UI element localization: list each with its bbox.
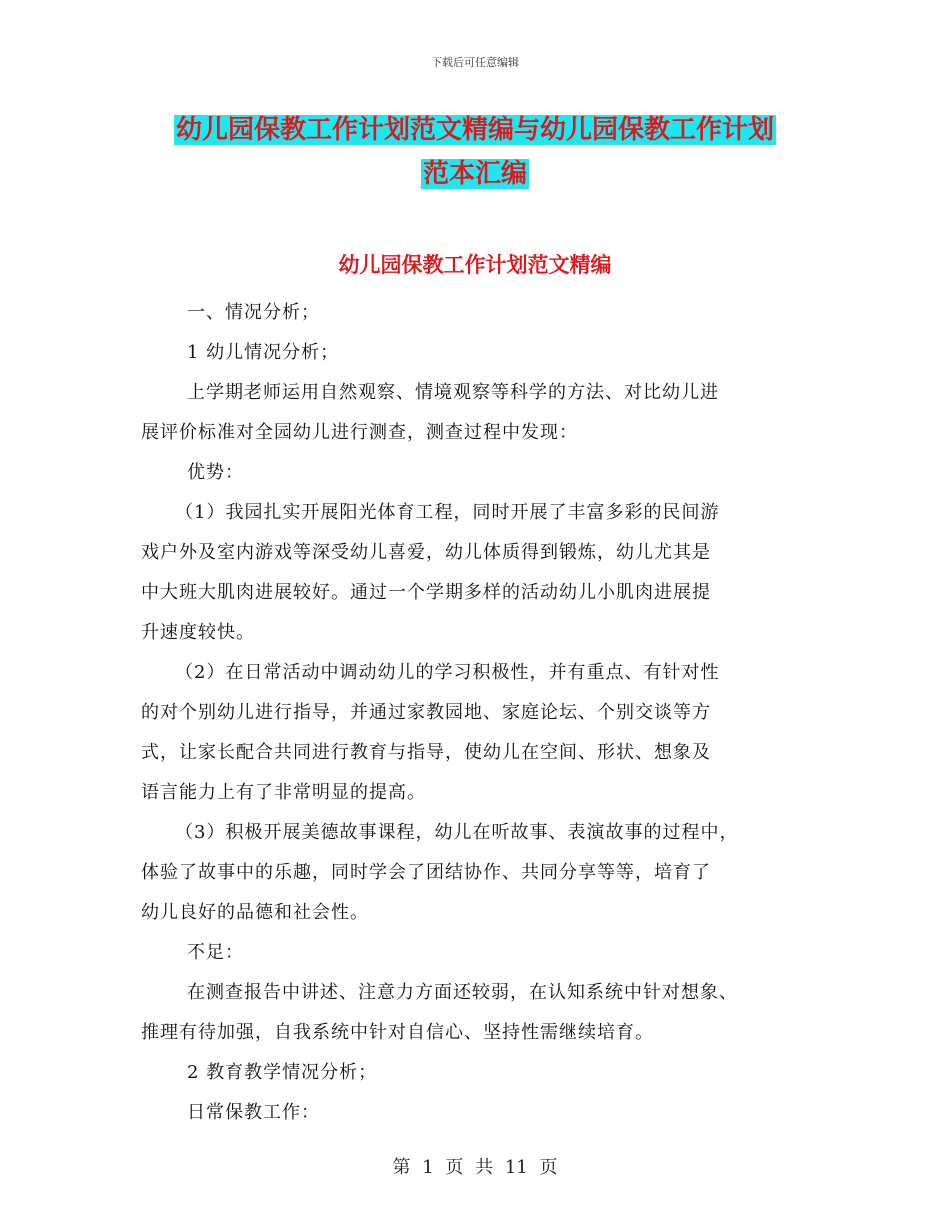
page-header-note: 下载后可任意编辑	[431, 56, 519, 69]
body-line: 一、情况分析；	[187, 302, 320, 323]
body-line: 体验了故事中的乐趣，同时学会了团结协作、共同分享等等，培育了	[141, 862, 711, 883]
body-line: 幼儿良好的品德和社会性。	[141, 902, 369, 923]
body-line: 2 教育教学情况分析；	[187, 1062, 378, 1083]
body-line: 不足：	[187, 942, 244, 963]
body-line: 戏户外及室内游戏等深受幼儿喜爱，幼儿体质得到锻炼，幼儿尤其是	[141, 542, 711, 563]
body-line: 中大班大肌肉进展较好。通过一个学期多样的活动幼儿小肌肉进展提	[141, 582, 711, 603]
document-body	[141, 293, 821, 1133]
body-line: 升速度较快。	[141, 622, 255, 643]
document-title-highlight-2: 范本汇编	[422, 159, 527, 189]
body-line: 1 幼儿情况分析；	[187, 342, 340, 363]
body-line: 式，让家长配合共同进行教育与指导，使幼儿在空间、形状、想象及	[141, 742, 711, 763]
body-line: 语言能力上有了非常明显的提高。	[141, 782, 426, 803]
body-line: （1）我园扎实开展阳光体育工程，同时开展了丰富多彩的民间游	[175, 502, 720, 523]
body-line: 优势：	[187, 462, 244, 483]
body-line: 的对个别幼儿进行指导，并通过家教园地、家庭论坛、个别交谈等方	[141, 702, 711, 723]
page-number-footer: 第 1 页 共 11 页	[392, 1157, 558, 1178]
body-line: （2）在日常活动中调动幼儿的学习积极性，并有重点、有针对性	[175, 662, 720, 683]
body-line: 推理有待加强，自我系统中针对自信心、坚持性需继续培育。	[141, 1022, 654, 1043]
body-line: 展评价标准对全园幼儿进行测查，测查过程中发现：	[141, 422, 578, 443]
document-title-highlight-1: 幼儿园保教工作计划范文精编与幼儿园保教工作计划	[175, 115, 774, 145]
body-line: 上学期老师运用自然观察、情境观察等科学的方法、对比幼儿进	[187, 382, 719, 403]
body-line: 日常保教工作：	[187, 1102, 320, 1123]
body-line: （3）积极开展美德故事课程，幼儿在听故事、表演故事的过程中，	[175, 822, 739, 843]
body-line: 在测查报告中讲述、注意力方面还较弱，在认知系统中针对想象、	[187, 982, 738, 1003]
document-title-line-1	[0, 112, 950, 148]
section-title: 幼儿园保教工作计划范文精编	[338, 253, 612, 277]
document-title-line-2	[0, 156, 950, 192]
